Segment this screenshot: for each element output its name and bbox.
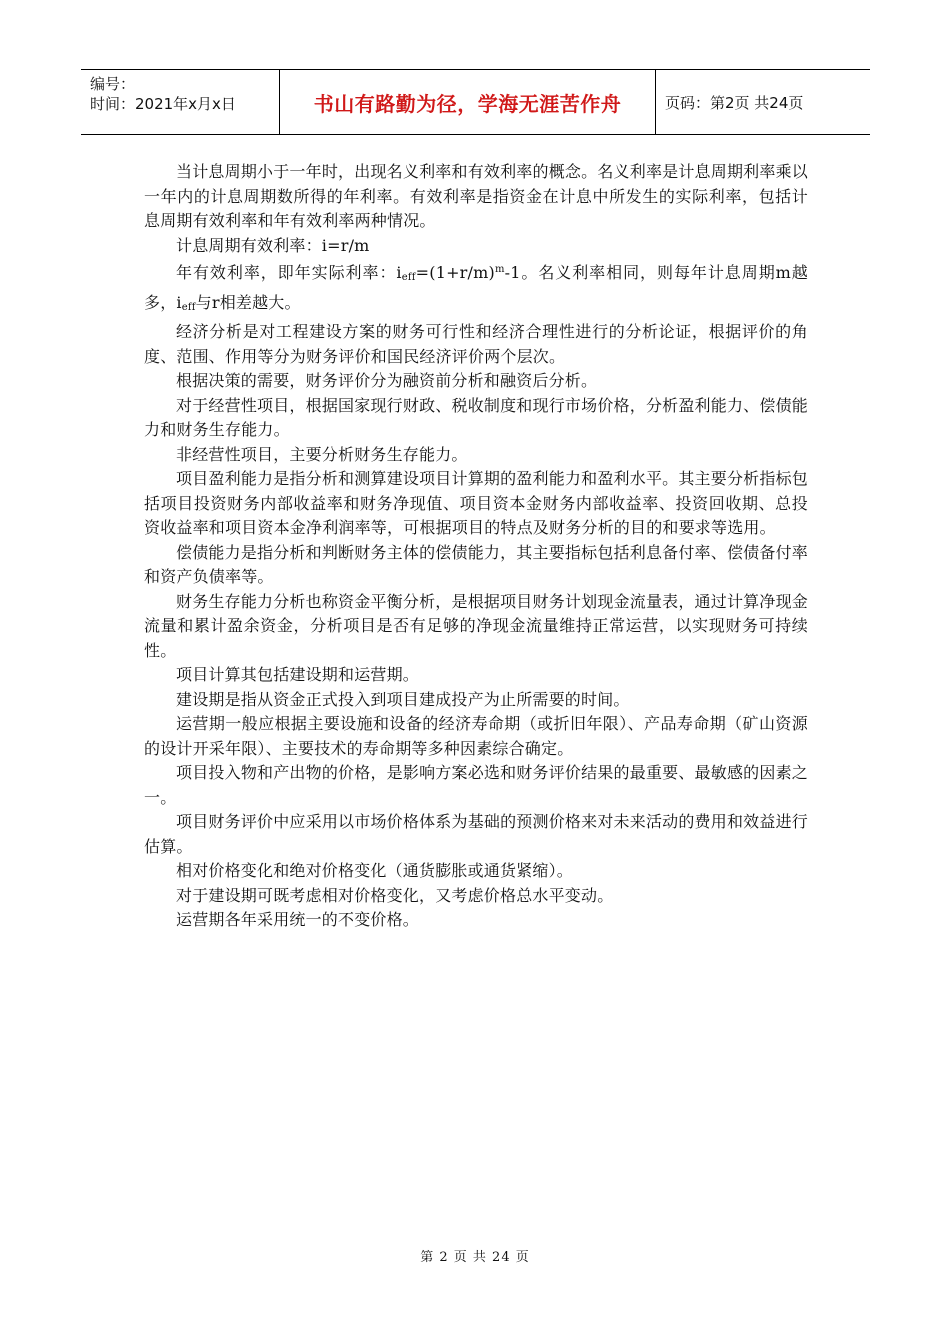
- paragraph: 当计息周期小于一年时，出现名义利率和有效利率的概念。名义利率是计息周期利率乘以一年内的计息周期数所得的年利率。有效利率是指资金在计息中所发生的实际利率，包括计息周期有效利率和年有效利率两种情况。: [144, 162, 808, 230]
- header-motto: 书山有路勤为径，学海无涯苦作舟: [280, 70, 656, 134]
- paragraph: 财务生存能力分析也称资金平衡分析，是根据项目财务计划现金流量表，通过计算净现金流量和累计盈余资金，分析项目是否有足够的净现金流量维持正常运营，以实现财务可持续性。: [144, 591, 808, 660]
- paragraph: 项目财务评价中应采用以市场价格体系为基础的预测价格来对未来活动的费用和效益进行估算。: [144, 812, 808, 856]
- paragraph: 非经营性项目，主要分析财务生存能力。: [176, 444, 468, 464]
- header-page-info: 页码：第2页 共24页: [665, 93, 804, 112]
- paragraph: 计息周期有效利率：i=r/m: [176, 235, 370, 255]
- paragraph: 对于经营性项目，根据国家现行财政、税收制度和现行市场价格，分析盈利能力、偿债能力和财务生存能力。: [144, 395, 808, 439]
- paragraph: 运营期一般应根据主要设施和设备的经济寿命期（或折旧年限）、产品寿命期（矿山资源的设计开采年限）、主要技术的寿命期等多种因素综合确定。: [144, 714, 808, 758]
- paragraph-formula: 年有效利率，即年实际利率：$i_{eff}=(1+r/m)^m-1$。名义利率相同，则每年计息周期m越多，$i_{eff}$与r相差越大。: [144, 263, 808, 313]
- paragraph: 对于建设期可既考虑相对价格变化，又考虑价格总水平变动。: [176, 885, 614, 905]
- paragraph: 项目计算其包括建设期和运营期。: [176, 665, 420, 684]
- page-footer: 第 2 页 共 24 页: [420, 1250, 530, 1265]
- paragraph: 建设期是指从资金正式投入到项目建成投产为止所需要的时间。: [176, 689, 630, 709]
- paragraph: 项目盈利能力是指分析和测算建设项目计算期的盈利能力和盈利水平。其主要分析指标包括项目投资财务内部收益率和财务净现值、项目资本金财务内部收益率、投资回收期、总投资收益率和项目资本金净利润率等，可根据项目的特点及财务分析的目的和要求等选用。: [144, 469, 808, 537]
- page-header: [81, 69, 870, 135]
- paragraph: 经济分析是对工程建设方案的财务可行性和经济合理性进行的分析论证，根据评价的角度、范围、作用等分为财务评价和国民经济评价两个层次。: [144, 322, 808, 366]
- paragraph: 根据决策的需要，财务评价分为融资前分析和融资后分析。: [176, 371, 598, 390]
- document-body: [144, 160, 808, 933]
- date-label: 时间：2021年x月x日: [90, 95, 236, 113]
- paragraph: 偿债能力是指分析和判断财务主体的偿债能力，其主要指标包括利息备付率、偿债备付率和资产负债率等。: [144, 542, 808, 586]
- serial-label: 编号：: [90, 75, 136, 93]
- paragraph: 相对价格变化和绝对价格变化（通货膨胀或通货紧缩）。: [176, 861, 574, 880]
- paragraph: 运营期各年采用统一的不变价格。: [176, 910, 420, 929]
- header-meta: [81, 70, 280, 134]
- paragraph: 项目投入物和产出物的价格，是影响方案必选和财务评价结果的最重要、最敏感的因素之一。: [144, 763, 808, 807]
